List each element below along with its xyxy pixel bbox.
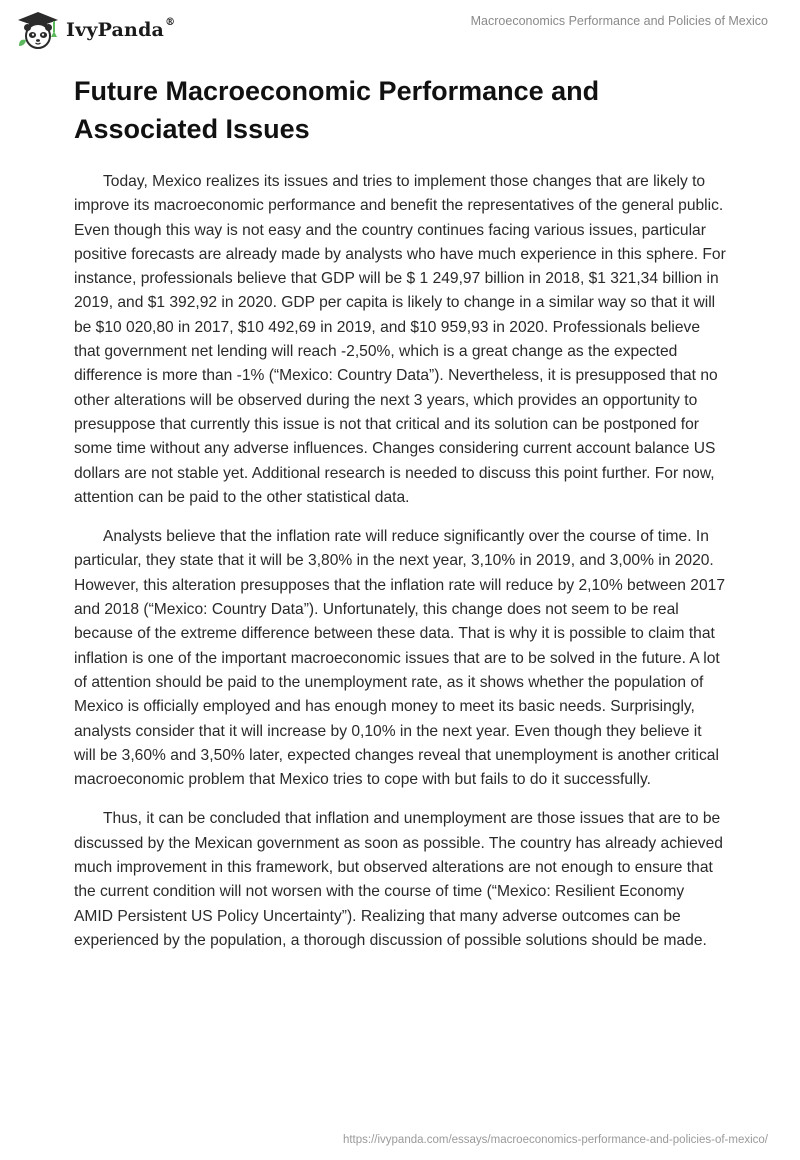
ivypanda-logo[interactable] xyxy=(16,10,175,50)
registered-mark: ® xyxy=(165,17,176,28)
paragraph: Thus, it can be concluded that inflation and unemployment are those issues that are to be discussed by the Mexican government as soon as possible. The country has already achieved much improvement in this framework, but observed alterations are not enough to ensure that the current condition will not worsen with the course of time (“Mexico: Resilient Economy AMID Persistent US Policy Uncertainty”). Realizing that many adverse outcomes can be experienced by the population, a thorough discussion of possible solutions should be made. xyxy=(74,810,723,949)
article-body xyxy=(74,72,726,968)
document-title: Macroeconomics Performance and Policies of Mexico xyxy=(470,14,768,28)
paragraph: Analysts believe that the inflation rate will reduce significantly over the course of time. In particular, they state that it will be 3,80% in the next year, 3,10% in 2019, and 3,00% in 2020. However, this alteration presupposes that the inflation rate will reduce by 2,10% between 2017 and 2018 (“Mexico: Country Data”). Unfortunately, this change does not seem to be real because of the extreme difference between these data. That is why it is possible to claim that inflation is one of the important macroeconomic issues that are to be solved in the future. A lot of attention should be paid to the unemployment rate, as it shows whether the population of Mexico is officially employed and has enough money to meet its basic needs. Surprisingly, analysts consider that it will increase by 0,10% in the next year. Even though they believe it will be 3,60% and 3,50% later, expected changes reveal that unemployment is another critical macroeconomic problem that Mexico tries to cope with but fails to do it successfully. xyxy=(74,528,726,789)
panda-graduate-icon xyxy=(16,10,60,50)
logo-text: IvyPanda® xyxy=(66,17,176,41)
source-url[interactable]: https://ivypanda.com/essays/macroeconomics-performance-and-policies-of-mexico/ xyxy=(342,1134,768,1146)
paragraph: Today, Mexico realizes its issues and tries to implement those changes that are likely to improve its macroeconomic performance and benefit the representatives of the general public. Even though this way is not easy and the country continues facing various issues, particular positive forecasts are already made by analysts who have much experience in this sphere. For instance, professionals believe that GDP will be $ 1 249,97 billion in 2018, $1 321,34 billion in 2019, and $1 392,92 in 2020. GDP per capita is likely to change in a similar way so that it will be $10 020,80 in 2017, $10 492,69 in 2019, and $10 959,93 in 2020. Professionals believe that government net lending will reach -2,50%, which is a great change as the expected difference is more than -1% (“Mexico: Country Data”). Nevertheless, it is presupposed that no other alterations will be observed during the next 3 years, which provides an opportunity to presuppose that currently this issue is not that critical and its solution can be postponed for some time without any adverse influences. Changes considering current account balance US dollars are not stable yet. Additional research is needed to discuss this point further. For now, attention can be paid to the other statistical data. xyxy=(74,173,726,506)
page-header xyxy=(0,0,800,60)
article-heading: Future Macroeconomic Performance and Associated Issues xyxy=(74,76,600,144)
